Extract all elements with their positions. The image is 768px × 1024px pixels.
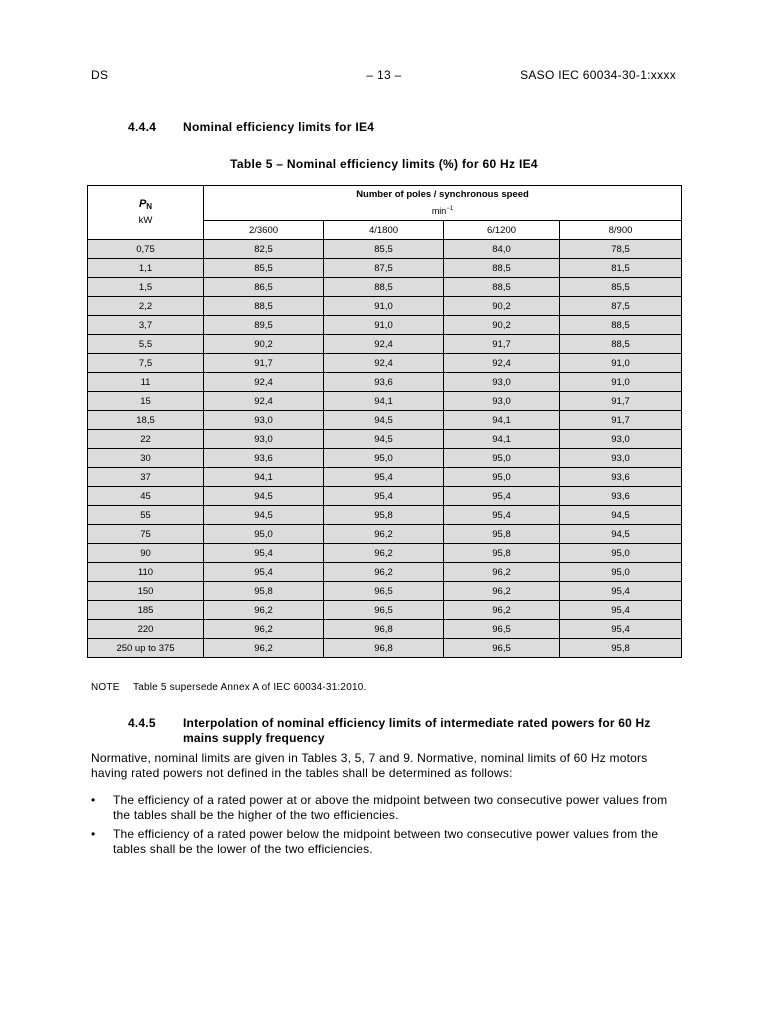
efficiency-cell: 88,5 <box>560 316 682 335</box>
table-row <box>88 544 682 563</box>
power-cell: 1,5 <box>88 278 204 297</box>
efficiency-cell: 88,5 <box>324 278 444 297</box>
section-number: 4.4.4 <box>128 120 157 134</box>
poles-group-label: Number of poles / synchronous speed <box>356 188 529 200</box>
efficiency-cell: 95,0 <box>204 525 324 544</box>
efficiency-cell: 96,2 <box>444 563 560 582</box>
power-cell: 150 <box>88 582 204 601</box>
efficiency-cell: 95,8 <box>560 639 682 658</box>
efficiency-cell: 96,2 <box>204 639 324 658</box>
efficiency-cell: 96,8 <box>324 620 444 639</box>
efficiency-cell: 96,2 <box>324 544 444 563</box>
power-cell: 220 <box>88 620 204 639</box>
efficiency-cell: 95,4 <box>444 487 560 506</box>
efficiency-cell: 94,5 <box>204 506 324 525</box>
efficiency-cell: 91,0 <box>324 316 444 335</box>
efficiency-cell: 96,2 <box>324 525 444 544</box>
poles-group-header <box>204 186 682 221</box>
efficiency-cell: 93,0 <box>204 411 324 430</box>
efficiency-cell: 95,0 <box>324 449 444 468</box>
power-cell: 90 <box>88 544 204 563</box>
efficiency-cell: 96,2 <box>204 601 324 620</box>
efficiency-cell: 94,5 <box>560 525 682 544</box>
table-row <box>88 392 682 411</box>
efficiency-cell: 96,2 <box>324 563 444 582</box>
speed-unit: min <box>431 205 447 216</box>
table-row <box>88 297 682 316</box>
efficiency-cell: 93,6 <box>324 373 444 392</box>
power-symbol: P <box>138 198 147 210</box>
table-row <box>88 449 682 468</box>
efficiency-cell: 88,5 <box>444 259 560 278</box>
table-row <box>88 373 682 392</box>
efficiency-cell: 96,5 <box>444 639 560 658</box>
table-row <box>88 468 682 487</box>
efficiency-cell: 95,8 <box>324 506 444 525</box>
efficiency-cell: 94,5 <box>324 430 444 449</box>
note-text: Table 5 supersede Annex A of IEC 60034-31:2010. <box>133 682 367 693</box>
subsection-heading <box>128 716 688 746</box>
column-header: 8/900 <box>560 221 682 240</box>
efficiency-cell: 96,5 <box>324 582 444 601</box>
bullet-text: The efficiency of a rated power at or above the midpoint between two consecutive power values from the tables shall be the higher of the two efficiencies. <box>113 793 668 822</box>
power-cell: 45 <box>88 487 204 506</box>
efficiency-cell: 95,0 <box>560 544 682 563</box>
subsection-number: 4.4.5 <box>128 716 156 730</box>
power-cell: 185 <box>88 601 204 620</box>
efficiency-cell: 82,5 <box>204 240 324 259</box>
efficiency-cell: 88,5 <box>204 297 324 316</box>
table-row <box>88 506 682 525</box>
efficiency-cell: 78,5 <box>560 240 682 259</box>
power-cell: 18,5 <box>88 411 204 430</box>
power-cell: 15 <box>88 392 204 411</box>
bullet-marker: • <box>91 827 96 841</box>
efficiency-cell: 86,5 <box>204 278 324 297</box>
efficiency-cell: 96,5 <box>444 620 560 639</box>
efficiency-cell: 94,1 <box>444 430 560 449</box>
efficiency-cell: 95,0 <box>444 449 560 468</box>
efficiency-cell: 95,4 <box>560 582 682 601</box>
efficiency-cell: 93,0 <box>560 449 682 468</box>
efficiency-cell: 85,5 <box>324 240 444 259</box>
efficiency-cell: 91,7 <box>204 354 324 373</box>
efficiency-cell: 95,8 <box>444 544 560 563</box>
efficiency-cell: 96,2 <box>444 582 560 601</box>
efficiency-cell: 93,0 <box>560 430 682 449</box>
power-cell: 55 <box>88 506 204 525</box>
table-row <box>88 411 682 430</box>
power-unit: kW <box>138 215 153 226</box>
header-standard-id: SASO IEC 60034-30-1:xxxx <box>520 68 676 82</box>
efficiency-cell: 81,5 <box>560 259 682 278</box>
efficiency-cell: 85,5 <box>560 278 682 297</box>
efficiency-cell: 91,7 <box>444 335 560 354</box>
table-row <box>88 316 682 335</box>
efficiency-cell: 91,0 <box>560 373 682 392</box>
power-cell: 22 <box>88 430 204 449</box>
power-cell: 110 <box>88 563 204 582</box>
list-item <box>91 793 681 823</box>
efficiency-cell: 94,5 <box>204 487 324 506</box>
efficiency-cell: 92,4 <box>324 354 444 373</box>
table-row <box>88 335 682 354</box>
efficiency-cell: 94,5 <box>560 506 682 525</box>
power-cell: 75 <box>88 525 204 544</box>
body-paragraph: Normative, nominal limits are given in Tables 3, 5, 7 and 9. Normative, nominal limits of 60 Hz motors having rated powers not defined in the tables shall be determined as follows: <box>91 751 648 780</box>
speed-unit-exponent: −1 <box>446 205 454 212</box>
efficiency-cell: 95,4 <box>204 544 324 563</box>
column-header: 2/3600 <box>204 221 324 240</box>
efficiency-cell: 84,0 <box>444 240 560 259</box>
subsection-title: Interpolation of nominal efficiency limits of intermediate rated powers for 60 Hz mains supply frequency <box>183 716 651 745</box>
power-cell: 11 <box>88 373 204 392</box>
efficiency-cell: 91,0 <box>324 297 444 316</box>
efficiency-cell: 93,6 <box>204 449 324 468</box>
power-cell: 7,5 <box>88 354 204 373</box>
efficiency-cell: 91,0 <box>560 354 682 373</box>
table-row <box>88 240 682 259</box>
efficiency-cell: 90,2 <box>444 316 560 335</box>
efficiency-cell: 95,4 <box>560 620 682 639</box>
bullet-marker: • <box>91 793 96 807</box>
power-cell: 37 <box>88 468 204 487</box>
table-row <box>88 259 682 278</box>
efficiency-cell: 91,7 <box>560 392 682 411</box>
table-caption: Table 5 – Nominal efficiency limits (%) for 60 Hz IE4 <box>230 157 538 171</box>
efficiency-cell: 94,1 <box>444 411 560 430</box>
table-row <box>88 563 682 582</box>
efficiency-cell: 95,8 <box>444 525 560 544</box>
efficiency-cell: 95,4 <box>324 487 444 506</box>
column-header: 6/1200 <box>444 221 560 240</box>
efficiency-cell: 87,5 <box>324 259 444 278</box>
efficiency-cell: 96,8 <box>324 639 444 658</box>
efficiency-cell: 95,4 <box>444 506 560 525</box>
efficiency-cell: 95,8 <box>204 582 324 601</box>
table-row <box>88 487 682 506</box>
efficiency-cell: 93,0 <box>204 430 324 449</box>
section-title: Nominal efficiency limits for IE4 <box>183 120 375 134</box>
efficiency-cell: 95,0 <box>444 468 560 487</box>
efficiency-cell: 92,4 <box>324 335 444 354</box>
efficiency-cell: 91,7 <box>560 411 682 430</box>
efficiency-cell: 92,4 <box>444 354 560 373</box>
table-row <box>88 525 682 544</box>
efficiency-cell: 94,1 <box>204 468 324 487</box>
efficiency-cell: 94,5 <box>324 411 444 430</box>
efficiency-cell: 93,6 <box>560 468 682 487</box>
table-row <box>88 620 682 639</box>
efficiency-cell: 96,2 <box>204 620 324 639</box>
header-page-number: – 13 – <box>366 68 402 82</box>
efficiency-cell: 94,1 <box>324 392 444 411</box>
note-label: NOTE <box>91 682 120 693</box>
power-cell: 2,2 <box>88 297 204 316</box>
power-cell: 3,7 <box>88 316 204 335</box>
efficiency-cell: 92,4 <box>204 392 324 411</box>
table-row <box>88 430 682 449</box>
efficiency-cell: 90,2 <box>444 297 560 316</box>
column-header: 4/1800 <box>324 221 444 240</box>
efficiency-table <box>87 185 682 658</box>
efficiency-cell: 96,2 <box>444 601 560 620</box>
list-item <box>91 827 681 857</box>
efficiency-cell: 89,5 <box>204 316 324 335</box>
table-row <box>88 601 682 620</box>
power-header <box>88 186 204 240</box>
table-note <box>91 682 366 693</box>
section-heading <box>128 120 374 134</box>
efficiency-cell: 95,4 <box>324 468 444 487</box>
efficiency-cell: 93,0 <box>444 392 560 411</box>
power-cell: 30 <box>88 449 204 468</box>
table-row <box>88 354 682 373</box>
bullet-text: The efficiency of a rated power below the midpoint between two consecutive power values from the tables shall be the lower of the two efficiencies. <box>113 827 659 856</box>
efficiency-cell: 95,4 <box>560 601 682 620</box>
power-cell: 0,75 <box>88 240 204 259</box>
power-cell: 250 up to 375 <box>88 639 204 658</box>
table-row <box>88 639 682 658</box>
efficiency-cell: 96,5 <box>324 601 444 620</box>
efficiency-cell: 95,0 <box>560 563 682 582</box>
efficiency-cell: 92,4 <box>204 373 324 392</box>
efficiency-cell: 85,5 <box>204 259 324 278</box>
power-subscript: N <box>146 202 153 211</box>
table-row <box>88 278 682 297</box>
power-cell: 5,5 <box>88 335 204 354</box>
efficiency-cell: 95,4 <box>204 563 324 582</box>
table-row <box>88 582 682 601</box>
efficiency-cell: 90,2 <box>204 335 324 354</box>
header-doc-type: DS <box>91 68 109 82</box>
efficiency-cell: 93,0 <box>444 373 560 392</box>
efficiency-cell: 88,5 <box>560 335 682 354</box>
efficiency-cell: 87,5 <box>560 297 682 316</box>
efficiency-cell: 88,5 <box>444 278 560 297</box>
power-cell: 1,1 <box>88 259 204 278</box>
efficiency-cell: 93,6 <box>560 487 682 506</box>
